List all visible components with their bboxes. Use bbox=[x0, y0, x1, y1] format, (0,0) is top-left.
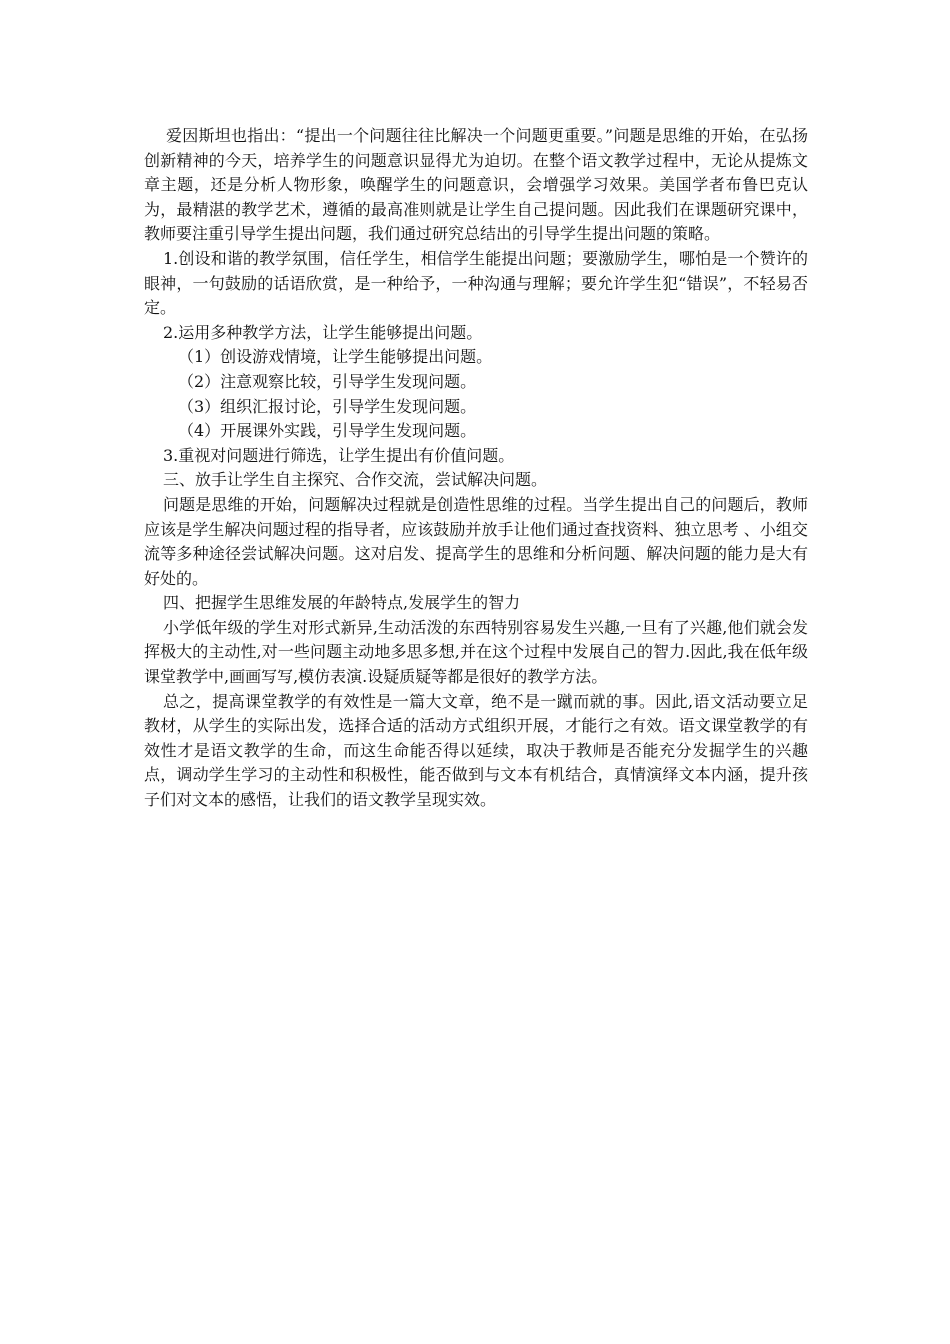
section-4-paragraph: 小学低年级的学生对形式新异,生动活泼的东西特别容易发生兴趣,一旦有了兴趣,他们就会发挥极大的主动性,对一些问题主动地多思多想,并在这个过程中发展自己的智力.因此,我在低年级课堂教学中,画画写写,模仿表演.设疑质疑等都是很好的教学方法。 bbox=[144, 617, 808, 687]
strategy-3-paragraph: 3.重视对问题进行筛选，让学生提出有价值问题。 bbox=[163, 445, 515, 465]
section-3-heading: 三、放手让学生自主探究、合作交流，尝试解决问题。 bbox=[163, 470, 548, 490]
conclusion-paragraph: 总之，提高课堂教学的有效性是一篇大文章，绝不是一蹴而就的事。因此,语文活动要立足教材，从学生的实际出发，选择合适的活动方式组织开展，才能行之有效。语文课堂教学的有效性才是语文教学的生命，而这生命能否得以延续，取决于教师是否能充分发掘学生的兴趣点，调动学生学习的主动性和积极性，能否做到与文本有机结合，真情演绎文本内涵，提升孩子们对文本的感悟，让我们的语文教学呈现实效。 bbox=[144, 691, 808, 810]
strategy-1-paragraph: 1.创设和谐的教学氛围，信任学生，相信学生能提出问题；要激励学生，哪怕是一个赞许的眼神，一句鼓励的话语欣赏，是一种给予，一种沟通与理解；要允许学生犯“错误”，不轻易否定。 bbox=[144, 248, 808, 318]
strategy-2-item-1: （1）创设游戏情境，让学生能够提出问题。 bbox=[178, 347, 493, 367]
document-body bbox=[144, 124, 808, 813]
intro-paragraph: 爱因斯坦也指出：“提出一个问题往往比解决一个问题更重要。”问题是思维的开始，在弘扬创新精神的今天，培养学生的问题意识显得尤为迫切。在整个语文教学过程中，无论从提炼文章主题，还是分析人物形象，唤醒学生的问题意识，会增强学习效果。美国学者布鲁巴克认为，最精湛的教学艺术，遵循的最高准则就是让学生自己提问题。因此我们在课题研究课中，教师要注重引导学生提出问题，我们通过研究总结出的引导学生提出问题的策略。 bbox=[144, 126, 808, 244]
section-4-heading: 四、把握学生思维发展的年龄特点,发展学生的智力 bbox=[163, 593, 521, 613]
section-3-paragraph: 问题是思维的开始，问题解决过程就是创造性思维的过程。当学生提出自己的问题后，教师应该是学生解决问题过程的指导者，应该鼓励并放手让他们通过查找资料、独立思考 、小组交流等多种途径尝试解决问题。这对启发、提高学生的思维和分析问题、解决问题的能力是大有好处的。 bbox=[144, 494, 808, 588]
strategy-2-item-4: （4）开展课外实践，引导学生发现问题。 bbox=[178, 421, 477, 441]
strategy-2-item-3: （3）组织汇报讨论，引导学生发现问题。 bbox=[178, 396, 477, 416]
strategy-2-item-2: （2）注意观察比较，引导学生发现问题。 bbox=[178, 371, 477, 391]
strategy-2-heading: 2.运用多种教学方法，让学生能够提出问题。 bbox=[163, 322, 483, 342]
